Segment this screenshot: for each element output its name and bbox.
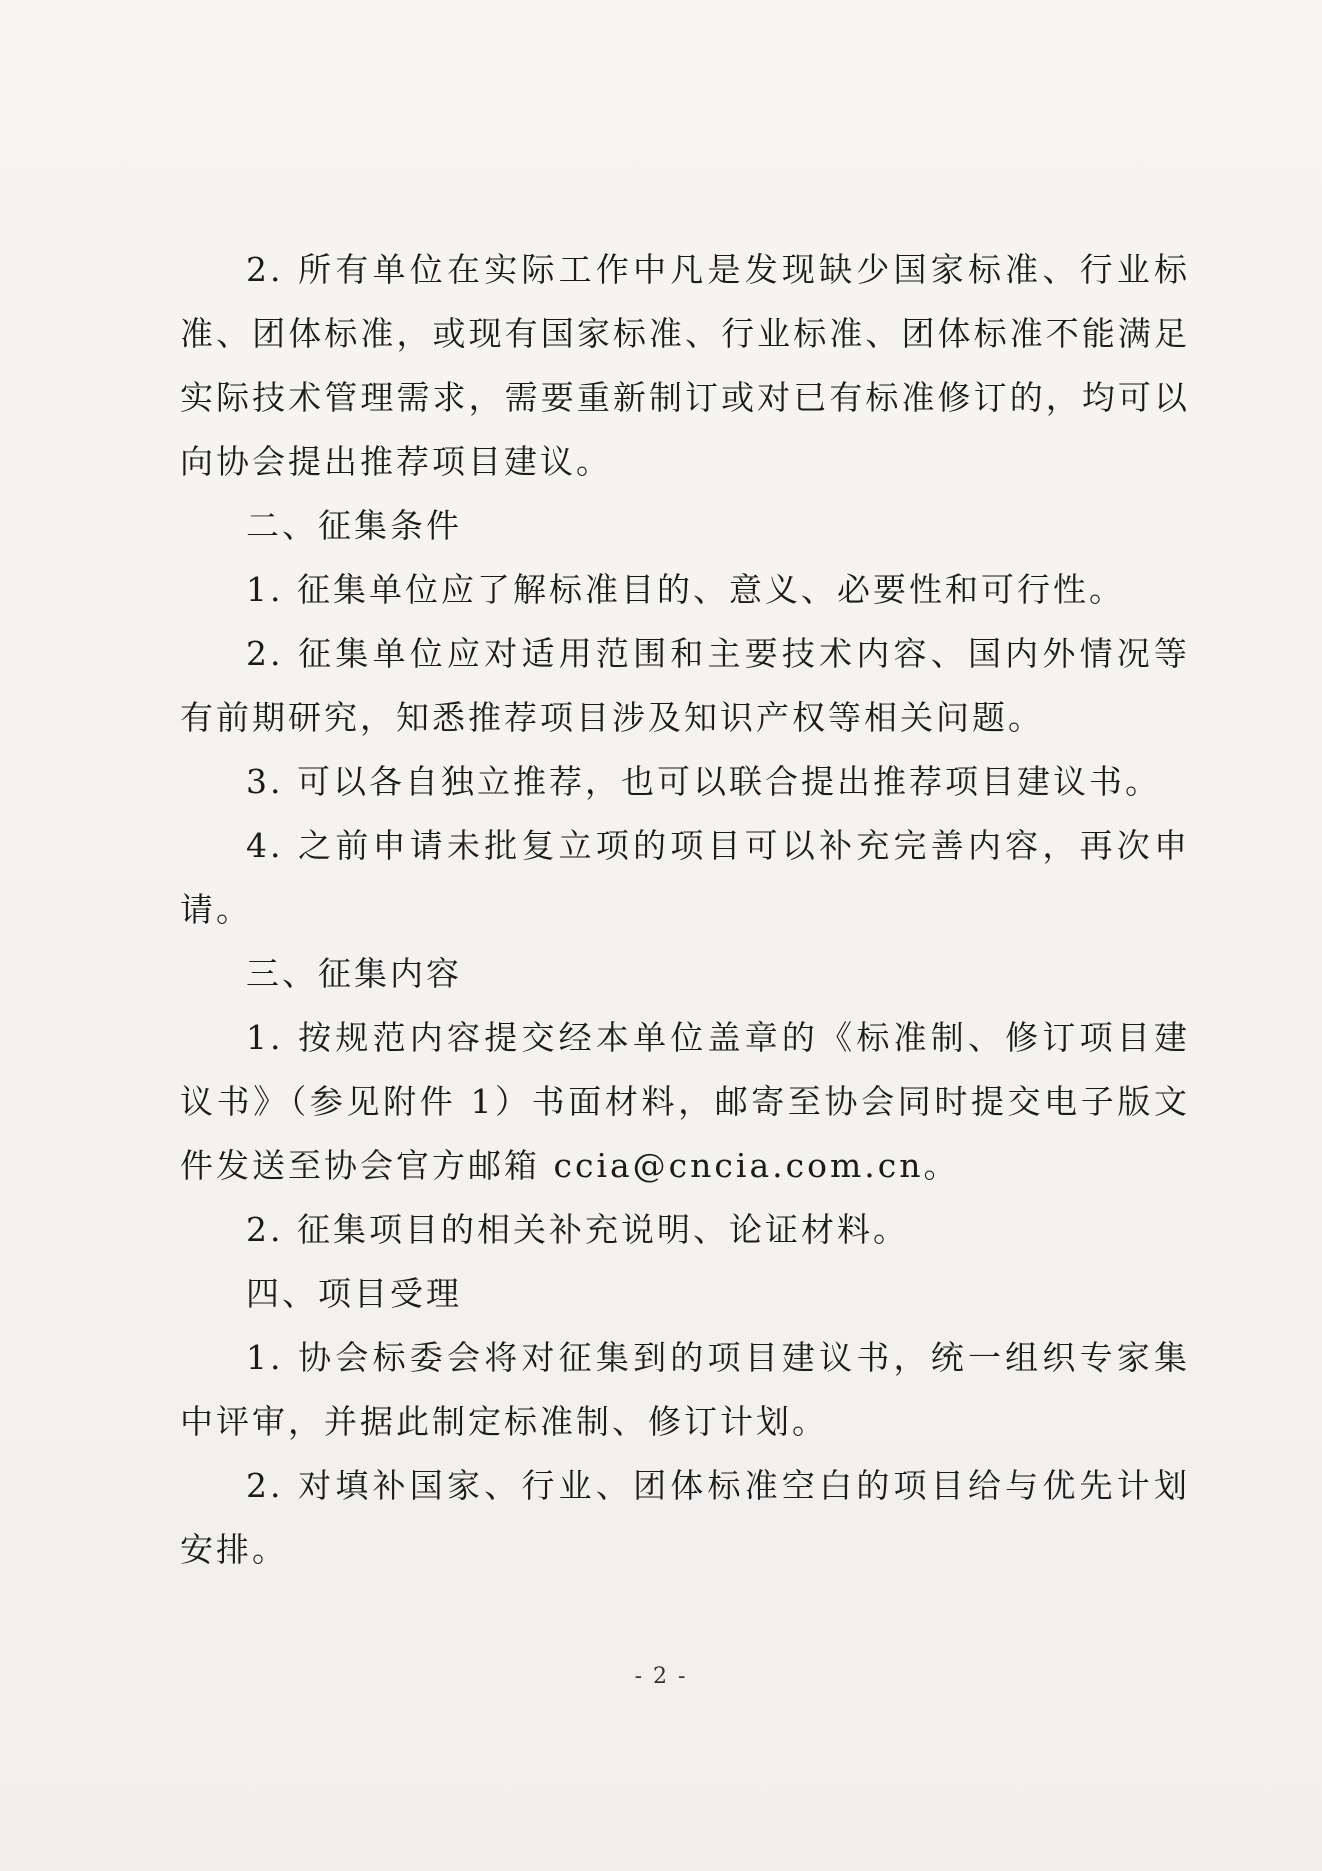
condition-2: 2. 征集单位应对适用范围和主要技术内容、国内外情况等有前期研究，知悉推荐项目涉及知识产权等相关问题。 (180, 634, 1190, 737)
section-heading-conditions: 二、征集条件 (246, 506, 462, 545)
section-heading-content: 三、征集内容 (246, 954, 462, 993)
acceptance-1: 1. 协会标委会将对征集到的项目建议书，统一组织专家集中评审，并据此制定标准制、修订计划。 (180, 1338, 1190, 1441)
section-heading-acceptance: 四、项目受理 (246, 1274, 462, 1313)
document-body (180, 238, 1190, 1582)
paragraph-2-recommendation: 2. 所有单位在实际工作中凡是发现缺少国家标准、行业标准、团体标准，或现有国家标准、行业标准、团体标准不能满足实际技术管理需求，需要重新制订或对已有标准修订的，均可以向协会提出推荐项目建议。 (180, 250, 1190, 481)
condition-1: 1. 征集单位应了解标准目的、意义、必要性和可行性。 (246, 570, 1125, 609)
content-1: 1. 按规范内容提交经本单位盖章的《标准制、修订项目建议书》（参见附件 1）书面材料，邮寄至协会同时提交电子版文件发送至协会官方邮箱 ccia@cncia.com.cn。 (180, 1018, 1190, 1185)
page-number: - 2 - (634, 1664, 688, 1689)
condition-3: 3. 可以各自独立推荐，也可以联合提出推荐项目建议书。 (246, 762, 1161, 801)
condition-4: 4. 之前申请未批复立项的项目可以补充完善内容，再次申请。 (180, 826, 1190, 929)
acceptance-2: 2. 对填补国家、行业、团体标准空白的项目给与优先计划安排。 (180, 1466, 1190, 1569)
content-2: 2. 征集项目的相关补充说明、论证材料。 (246, 1210, 909, 1249)
